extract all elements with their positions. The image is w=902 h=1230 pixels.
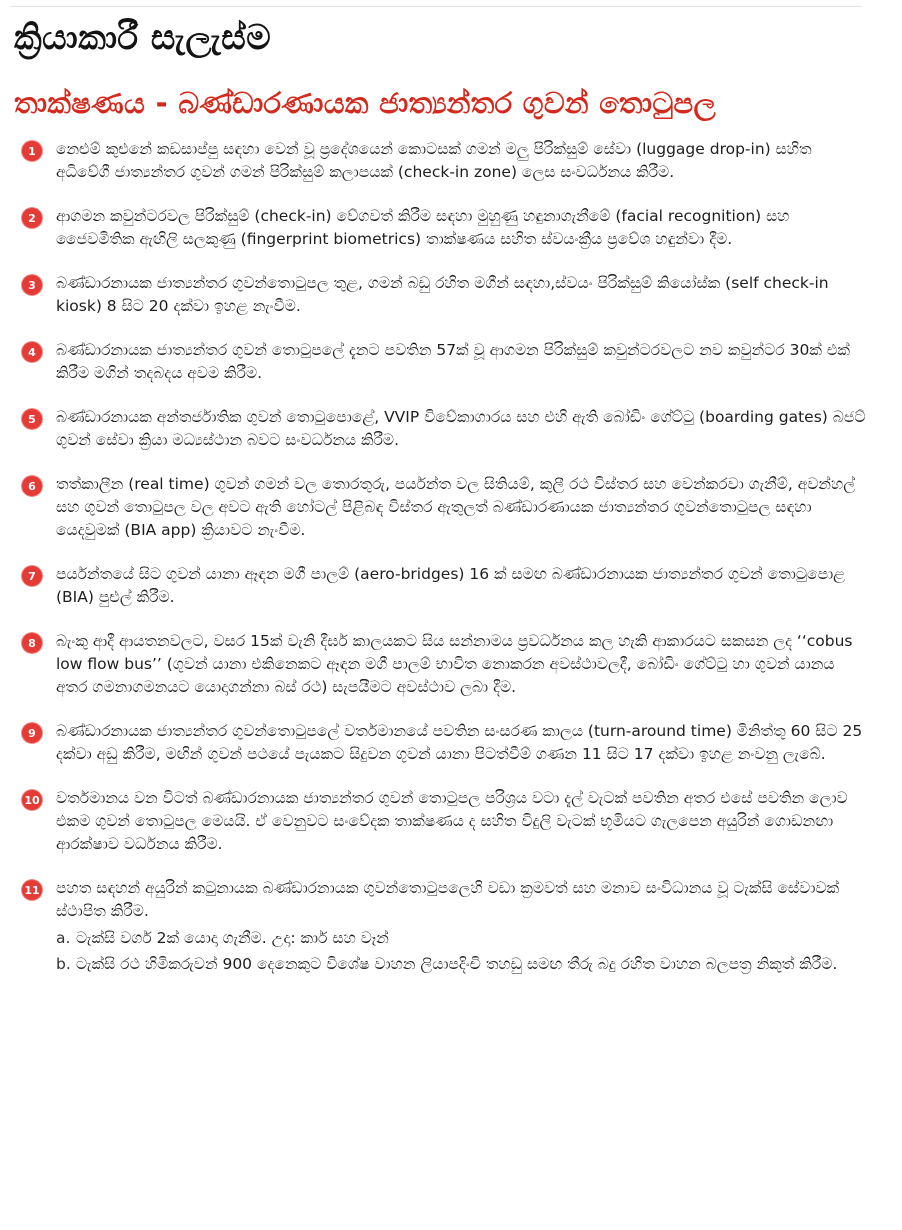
number-badge: 1 bbox=[22, 141, 42, 161]
sub-item bbox=[56, 953, 868, 976]
list-item bbox=[22, 205, 868, 251]
item-text: වර්තමානය වන විටත් බණ්ඩාරනායක ජාත්‍යන්තර ගුවන් තොටුපල පරිශ්‍රය වටා දැල් වැටක් පවතින අතර එසේ පවතින ලොව එකම ගුවන් තොටුපල මෙයයි. ඒ වෙනුවට සංවේදක තාක්ෂණය ද සහිත විදුලි වැටක් භූමියට ගැලපෙන අයුරින් ගොඩනඟා ආරක්ෂාව වර්ධනය කිරීම. bbox=[56, 789, 848, 853]
sub-item-text: ටැක්සි වර්ග 2ක් යොදා ගැනීම. උදා: කාර් සහ වෑන් bbox=[76, 929, 389, 947]
list-item bbox=[22, 877, 868, 976]
item-text: නෙළුම් කුළුනේ කඩසාප්පු සඳහා වෙන් වූ ප්‍රදේශයෙන් කොටසක් ගමන් මලු පිරික්සුම් සේවා (luggage drop-in) සහිත අධිවේගී ජාත්‍යන්තර ගුවන් ගමන් පිරික්සුම් කලාපයක් (check-in zone) ලෙස සංවර්ධනය කිරීම. bbox=[56, 140, 812, 181]
number-badge: 7 bbox=[22, 566, 42, 586]
number-badge: 6 bbox=[22, 476, 42, 496]
item-text: පහත සඳහන් අයුරින් කටුනායක බණ්ඩාරනායක ගුවන්තොටුපලෙහි වඩා ක්‍රමවත් සහ මනාව සංවිධානය වූ ටැක්සි සේවාවක් ස්ථාපිත කිරීම. bbox=[56, 879, 840, 920]
list-item bbox=[22, 630, 868, 699]
list-item bbox=[22, 339, 868, 385]
page-title: ක්‍රියාකාරී සැලැස්ම bbox=[14, 18, 272, 58]
item-text: බණ්ඩාරනායක අන්තර්ජාතික ගුවන් තොටුපොළේ, VVIP විවේකාගාරය සහ එහි ඇති බෝඩිං ගේට්ටු (boarding gates) බජට් ගුවන් සේවා ක්‍රියා මධ්‍යස්ථාන බවට සංවර්ධනය කිරීම. bbox=[56, 408, 866, 449]
number-badge: 4 bbox=[22, 342, 42, 362]
sub-item bbox=[56, 927, 868, 950]
list-item bbox=[22, 406, 868, 452]
sub-list bbox=[56, 927, 868, 976]
list-item bbox=[22, 138, 868, 184]
item-text: පර්යන්තයේ සිට ගුවන් යානා ඈඳන මගී පාලම් (aero-bridges) 16 ක් සමඟ බණ්ඩාරනායක ජාත්‍යන්තර ගුවන් තොටුපොළ (BIA) පුළුල් කිරීම. bbox=[56, 565, 846, 606]
number-badge: 10 bbox=[22, 790, 42, 810]
section-title: තාක්ෂණය - බණ්ඩාරණායක ජාත්‍යන්තර ගුවන් තොටුපල bbox=[14, 86, 716, 120]
action-items-list bbox=[22, 138, 868, 979]
top-divider bbox=[10, 6, 862, 7]
number-badge: 11 bbox=[22, 880, 42, 900]
number-badge: 2 bbox=[22, 208, 42, 228]
item-text: ආගමන කවුන්ටරවල පිරික්සුම් (check-in) වේගවත් කිරීම සඳහා මුහුණු හඳුනාගැනීමේ (facial recognition) සහ ජෛවමිතික ඇඟිලි සලකුණු (fingerprint biometrics) තාක්ෂණය සහිත ස්වයංක්‍රීය ප්‍රවේශ හඳුන්වා දීම. bbox=[56, 207, 790, 248]
list-item bbox=[22, 720, 868, 766]
list-item bbox=[22, 563, 868, 609]
item-text: බැංකු ආදී ආයතනවලට, වසර 15ක් වැනි දීර්ඝ කාලයකට සිය සන්නාමය ප්‍රවර්ධනය කල හැකි ආකාරයට සකසන ලද ‘‘cobus low flow bus’’ (ගුවන් යානා එකිනෙකට ඈඳන මගී පාලම් භාවිත නොකරන අවස්ථාවලදී, බෝඩිං ගේට්ටු හා ගුවන් යානය අතර ගමනාගමනයට යොදාගන්නා බස් රථ) සැපයීමට අවස්ථාව ලබා දීම. bbox=[56, 632, 853, 696]
sub-item-letter: a. bbox=[56, 929, 71, 947]
number-badge: 9 bbox=[22, 723, 42, 743]
item-text: බණ්ඩාරනායක ජාත්‍යන්තර ගුවන්තොටුපලේ වර්තමානයේ පවතින සංසරණ කාලය (turn-around time) මිනිත්තු 60 සිට 25 දක්වා අඩු කිරීම, මඟින් ගුවන් පථයේ පැයකට සිදුවන ගුවන් යානා පිටත්වීම් ගණන 11 සිට 17 දක්වා ඉහළ නංවනු ලැබේ. bbox=[56, 722, 863, 763]
item-text: තත්කාලීන (real time) ගුවන් ගමන් වල තොරතුරු, පර්යන්ත වල සිතියම්, කුලී රථ විස්තර සහ වෙන්කරවා ගැනීම්, අවන්හල් සහ ගුවන් තොටුපල වල අවට ඇති හෝටල් පිළිබඳ විස්තර ඇතුලත් බණ්ඩාරණායක ජාත්‍යන්තර ගුවන්තොටුපල සඳහා යෙදවුමක් (BIA app) ක්‍රියාවට නැංවීම. bbox=[56, 475, 856, 539]
list-item bbox=[22, 272, 868, 318]
list-item bbox=[22, 787, 868, 856]
list-item bbox=[22, 473, 868, 542]
item-text: බණ්ඩාරනායක ජාත්‍යන්තර ගුවන්තොටුපල තුළ, ගමන් බඩු රහිත මගීන් සඳහා,ස්වයං පිරික්සුම් කියෝස්ක (self check-in kiosk) 8 සිට 20 දක්වා ඉහළ නැංවීම. bbox=[56, 274, 829, 315]
number-badge: 3 bbox=[22, 275, 42, 295]
number-badge: 5 bbox=[22, 409, 42, 429]
sub-item-letter: b. bbox=[56, 955, 71, 973]
item-text: බණ්ඩාරනායක ජාත්‍යන්තර ගුවන් තොටුපලේ දැනට පවතින 57ක් වූ ආගමන පිරික්සුම් කවුන්ටරවලට නව කවුන්ටර 30ක් එක් කිරීම මගින් තදබදය අවම කිරීම. bbox=[56, 341, 850, 382]
sub-item-text: ටැක්සි රථ හිමිකරුවන් 900 දෙනෙකුට විශේෂ වාහන ලියාපදිංචි තහඩු සමඟ තීරු බදු රහිත වාහන බලපත්‍ර නිකුත් කිරීම. bbox=[76, 955, 838, 973]
number-badge: 8 bbox=[22, 633, 42, 653]
